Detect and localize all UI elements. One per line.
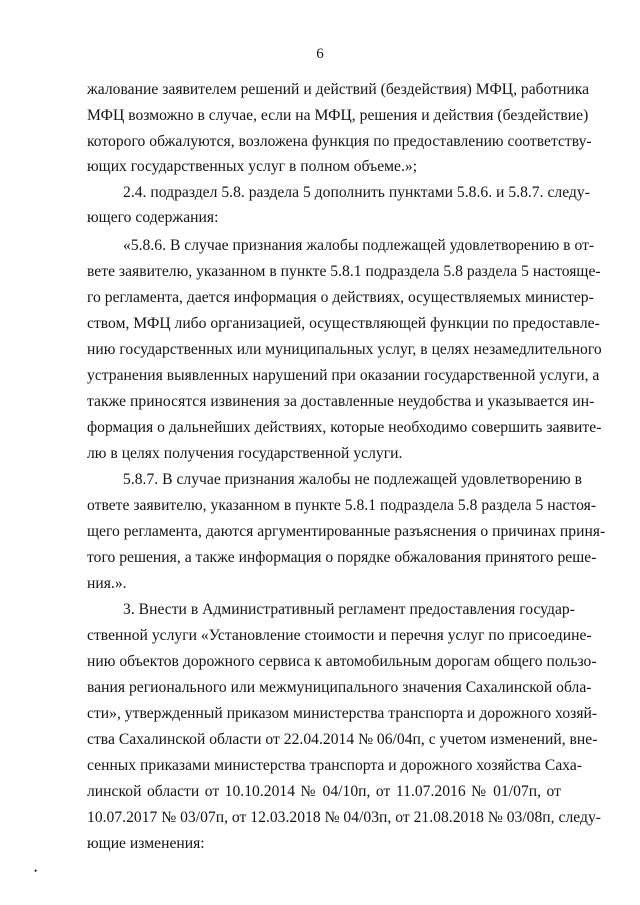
text-line: МФЦ возможно в случае, если на МФЦ, решения и действия (бездействие) [87,107,589,124]
text-line: ющих государственных услуг в полном объеме.»; [87,158,418,175]
text-line: нию государственных или муниципальных услуг, в целях незамедлительного [87,341,602,358]
text-line: вания регионального или межмуниципального значения Сахалинской обла- [87,679,592,696]
text-line: 3. Внести в Административный регламент предоставления государ- [123,601,575,618]
text-line: того решения, а также информация о порядке обжалования принятого реше- [87,549,597,566]
text-line: ющего содержания: [87,209,219,226]
text-line: формация о дальнейших действиях, которые необходимо совершить заявите- [87,419,602,436]
text-line: вете заявителю, указанном в пункте 5.8.1 подраздела 5.8 раздела 5 настояще- [87,263,601,280]
text-line: ства Сахалинской области от 22.04.2014 № 06/04п, с учетом изменений, вне- [87,731,598,748]
text-line: 2.4. подраздел 5.8. раздела 5 дополнить пунктами 5.8.6. и 5.8.7. следу- [123,184,590,201]
text-line: 5.8.7. В случае признания жалобы не подлежащей удовлетворению в [123,471,582,488]
text-line: которого обжалуются, возложена функция по предоставлению соответству- [87,133,592,150]
text-line: лю в целях получения государственной услуги. [87,445,403,462]
text-line: ния.». [87,575,127,592]
text-line: го регламента, дается информация о действиях, осуществляемых министер- [87,289,594,306]
text-line: сти», утвержденный приказом министерства транспорта и дорожного хозяй- [87,705,598,722]
text-line: жалование заявителем решений и действий (бездействия) МФЦ, работника [87,81,590,98]
text-line: нию объектов дорожного сервиса к автомобильным дорогам общего пользо- [87,653,597,670]
text-line: ответе заявителю, указанном в пункте 5.8.1 подраздела 5.8 раздела 5 настоя- [87,497,597,514]
text-line: ством, МФЦ либо организацией, осуществляющей функции по предоставле- [87,315,600,332]
text-line: линской области от 10.10.2014 № 04/10п, от 11.07.2016 № 01/07п, от [87,783,561,800]
text-line: устранения выявленных нарушений при оказании государственной услуги, а [87,367,600,384]
text-line: ющие изменения: [87,835,205,852]
text-line: сенных приказами министерства транспорта и дорожного хозяйства Саха- [87,757,583,774]
margin-mark: • [34,866,38,876]
text-line: ственной услуги «Установление стоимости и перечня услуг по присоедине- [87,627,592,644]
text-line: щего регламента, даются аргументированные разъяснения о причинах приня- [87,523,606,540]
text-line: также приносятся извинения за доставленные неудобства и указывается ин- [87,393,595,410]
text-line: «5.8.6. В случае признания жалобы подлежащей удовлетворению в от- [123,237,595,254]
page-number: 6 [316,46,324,62]
text-line: 10.07.2017 № 03/07п, от 12.03.2018 № 04/03п, от 21.08.2018 № 03/08п, следу- [87,809,601,826]
